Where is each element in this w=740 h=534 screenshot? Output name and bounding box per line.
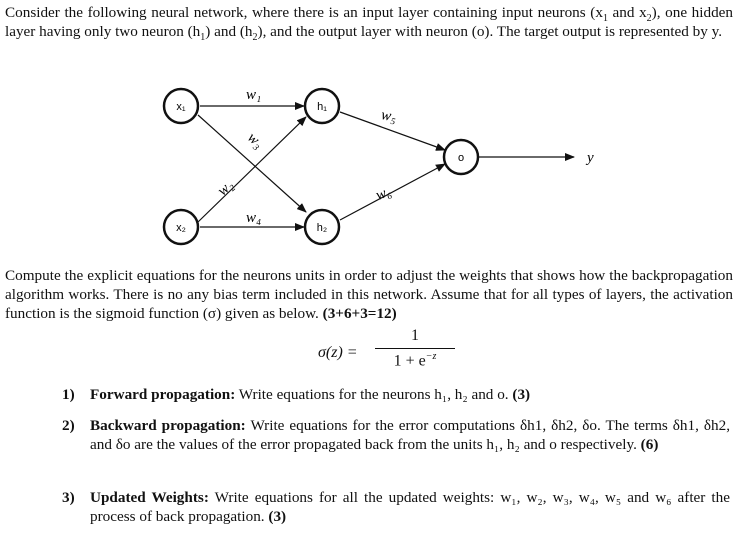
question-2-body bbox=[90, 416, 730, 454]
task-paragraph bbox=[5, 266, 733, 323]
fraction-bar bbox=[375, 348, 455, 349]
denominator-exponent: −z bbox=[425, 351, 437, 362]
intro-sub-2: 2 bbox=[646, 13, 652, 25]
intro-sub-3: 1 bbox=[200, 32, 206, 44]
edge-h2-o bbox=[340, 164, 445, 220]
node-o-label: o bbox=[457, 152, 465, 164]
formula-denominator bbox=[375, 351, 455, 370]
weight-w3-label: w₃ bbox=[244, 129, 267, 152]
intro-text-5: ), and the output layer with neuron (o). The target output is represented by y. bbox=[257, 23, 723, 40]
node-h1-label: h₁ bbox=[317, 101, 327, 113]
weight-w4-label: w₄ bbox=[246, 210, 262, 226]
question-3-text: Write equations for all the updated weights: w₁, w₂, w₃, w₄, w₅ and w₆ after the process of back propagation. bbox=[90, 489, 730, 525]
edge-x1-h2 bbox=[198, 115, 306, 212]
question-1-title: Forward propagation: bbox=[90, 386, 236, 403]
weight-w6-label: w₆ bbox=[373, 183, 394, 204]
intro-text-3: ), one hidden layer having only two neuron (h bbox=[5, 4, 733, 40]
intro-sub-4: 2 bbox=[252, 32, 258, 44]
question-1-number: 1) bbox=[62, 386, 75, 403]
intro-sub-1: 1 bbox=[602, 13, 608, 25]
intro-text-2: and x bbox=[607, 4, 647, 21]
weight-w1-label: w₁ bbox=[246, 87, 262, 103]
node-x2-label: x₂ bbox=[176, 222, 186, 234]
question-2-number: 2) bbox=[62, 417, 75, 434]
denominator-text: 1 + e bbox=[393, 352, 426, 370]
weight-w5-label: w₅ bbox=[379, 107, 398, 126]
question-1-text: Write equations for the neurons h₁, h₂ and o. bbox=[235, 386, 513, 403]
node-h2-label: h₂ bbox=[316, 222, 328, 234]
question-3-number: 3) bbox=[62, 489, 75, 506]
task-marks: (3+6+3=12) bbox=[322, 305, 397, 322]
question-1-marks: (3) bbox=[512, 386, 531, 403]
question-2-marks: (6) bbox=[640, 436, 659, 453]
formula-lhs: σ(z) = bbox=[318, 344, 358, 361]
question-1-body bbox=[90, 385, 730, 404]
intro-text-1: Consider the following neural network, where there is an input layer containing input neurons (x bbox=[5, 4, 603, 21]
intro-text-4: ) and (h bbox=[205, 23, 253, 40]
question-2-title: Backward propagation: bbox=[90, 417, 246, 434]
question-3-title: Updated Weights: bbox=[90, 489, 209, 506]
output-y-label: y bbox=[587, 150, 594, 166]
weight-w2-label: w₂ bbox=[214, 177, 237, 200]
formula-numerator: 1 bbox=[411, 327, 419, 344]
task-text: Compute the explicit equations for the neurons units in order to adjust the weights that shows how the backpropagation algorithm works. There is no any bias term included in this network. Assume that for all types of layers, the activation function is the sigmoid function (σ) given as below. bbox=[5, 267, 733, 322]
question-3-body bbox=[90, 488, 730, 526]
question-3-marks: (3) bbox=[268, 508, 287, 525]
node-x1-label: x₁ bbox=[176, 101, 186, 113]
question-2-text: Write equations for the error computations δh1, δh2, δo. The terms δh1, δh2, and δo are the values of the error propagated back from the units h₁, h₂ and o respectively. bbox=[90, 417, 731, 453]
neural-network-diagram bbox=[0, 0, 740, 260]
